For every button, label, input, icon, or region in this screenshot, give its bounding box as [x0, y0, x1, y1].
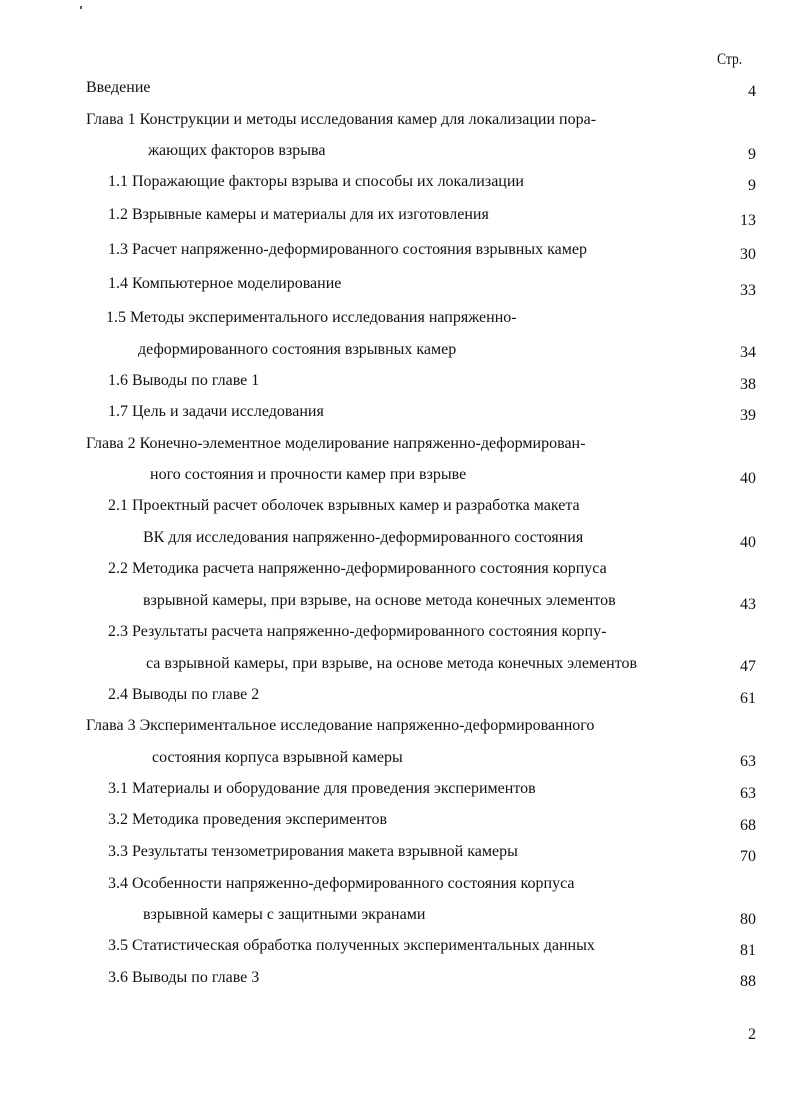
toc-1-2-title: 1.2 Взрывные камеры и материалы для их изготовления	[108, 206, 489, 223]
toc-1-6-page: 38	[740, 376, 756, 393]
toc-2-3-page: 47	[740, 658, 756, 675]
toc-1-3-title: 1.3 Расчет напряженно-деформированного состояния взрывных камер	[108, 241, 587, 258]
page-column-label: Стр.	[717, 51, 743, 68]
toc-3-5-title: 3.5 Статистическая обработка полученных экспериментальных данных	[108, 937, 595, 954]
toc-2-2-title-line1: 2.2 Методика расчета напряженно-деформированного состояния корпуса	[108, 560, 607, 577]
toc-2-1-page: 40	[740, 534, 756, 551]
toc-3-3-title: 3.3 Результаты тензометрирования макета взрывной камеры	[108, 843, 518, 860]
toc-ch2-title-line2: ного состояния и прочности камер при взрыве	[150, 466, 467, 483]
toc-1-4-page: 33	[740, 282, 756, 299]
toc-ch1-title-line2: жающих факторов взрыва	[148, 142, 326, 159]
toc-ch1-title-line1: Глава 1 Конструкции и методы исследования камер для локализации пора-	[86, 111, 597, 128]
toc-intro-page: 4	[748, 83, 756, 100]
toc-1-1-title: 1.1 Поражающие факторы взрыва и способы их локализации	[108, 173, 524, 190]
toc-3-6-title: 3.6 Выводы по главе 3	[108, 969, 260, 986]
page-number: 2	[748, 1026, 756, 1043]
toc-3-1-title: 3.1 Материалы и оборудование для проведения экспериментов	[108, 780, 536, 797]
toc-3-3-page: 70	[740, 848, 756, 865]
toc-2-2-title-line2: взрывной камеры, при взрыве, на основе метода конечных элементов	[143, 592, 616, 609]
toc-ch3-page: 63	[740, 753, 756, 770]
toc-1-3-page: 30	[740, 246, 756, 263]
toc-ch3-title-line2: состояния корпуса взрывной камеры	[152, 749, 403, 766]
toc-1-2-page: 13	[740, 212, 756, 229]
toc-1-7-page: 39	[740, 407, 756, 424]
toc-2-3-title-line2: са взрывной камеры, при взрыве, на основе метода конечных элементов	[146, 655, 638, 672]
toc-1-4-title: 1.4 Компьютерное моделирование	[108, 275, 342, 292]
scan-speck	[80, 6, 82, 9]
toc-3-5-page: 81	[740, 942, 756, 959]
toc-1-5-title-line2: деформированного состояния взрывных камер	[138, 341, 457, 358]
toc-2-4-page: 61	[740, 690, 756, 707]
toc-3-2-title: 3.2 Методика проведения экспериментов	[108, 811, 388, 828]
toc-3-4-page: 80	[740, 911, 756, 928]
toc-1-5-title-line1: 1.5 Методы экспериментального исследования напряженно-	[106, 309, 517, 326]
toc-1-6-title: 1.6 Выводы по главе 1	[108, 372, 260, 389]
toc-ch2-title-line1: Глава 2 Конечно-элементное моделирование напряженно-деформирован-	[86, 435, 586, 452]
toc-2-1-title-line2: ВК для исследования напряженно-деформированного состояния	[143, 529, 584, 546]
toc-3-4-title-line1: 3.4 Особенности напряженно-деформированного состояния корпуса	[108, 875, 575, 892]
toc-2-1-title-line1: 2.1 Проектный расчет оболочек взрывных камер и разработка макета	[108, 497, 580, 514]
toc-2-4-title: 2.4 Выводы по главе 2	[108, 686, 260, 703]
toc-1-7-title: 1.7 Цель и задачи исследования	[108, 403, 324, 420]
toc-2-2-page: 43	[740, 596, 756, 613]
toc-1-1-page: 9	[748, 177, 756, 194]
toc-ch3-title-line1: Глава 3 Экспериментальное исследование напряженно-деформированного	[86, 717, 595, 734]
toc-ch2-page: 40	[740, 470, 756, 487]
toc-3-4-title-line2: взрывной камеры с защитными экранами	[143, 906, 426, 923]
toc-2-3-title-line1: 2.3 Результаты расчета напряженно-деформированного состояния корпу-	[108, 623, 607, 640]
toc-1-5-page: 34	[740, 344, 756, 361]
toc-ch1-page: 9	[748, 146, 756, 163]
toc-3-6-page: 88	[740, 973, 756, 990]
toc-3-1-page: 63	[740, 785, 756, 802]
toc-intro-title: Введение	[86, 79, 151, 96]
toc-3-2-page: 68	[740, 817, 756, 834]
